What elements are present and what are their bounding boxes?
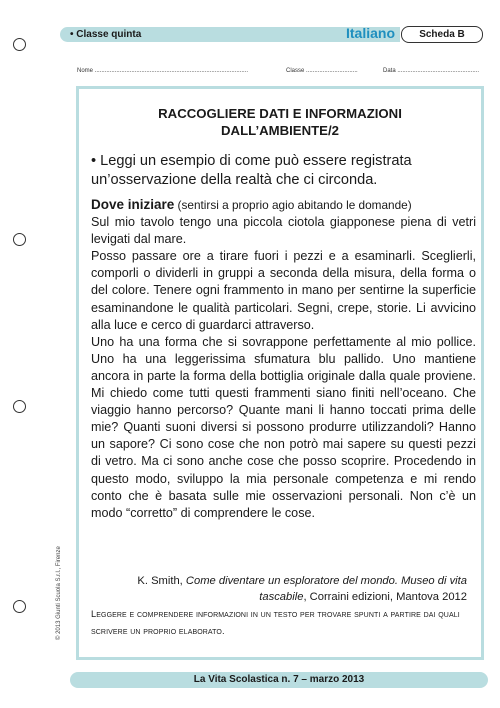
footer-publication: La Vita Scolastica n. 7 – marzo 2013	[70, 672, 488, 688]
title-line-1: RACCOGLIERE DATI E INFORMAZIONI	[158, 106, 402, 121]
binder-hole-upper-middle	[13, 233, 26, 246]
binder-hole-lower-middle	[13, 400, 26, 413]
instruction-text: • Leggi un esempio di come può essere registrata un’osservazione della realtà che ci circonda.	[91, 153, 412, 188]
binder-hole-bottom	[13, 600, 26, 613]
subject-label: Italiano	[346, 25, 396, 41]
learning-objective: Leggere e comprendere informazioni in un testo per trovare spunti a partire dai quali scrivere un proprio elaborato.	[91, 609, 460, 636]
reading-passage	[91, 196, 476, 522]
source-credit	[91, 573, 467, 605]
class-label: • Classe quinta	[70, 29, 142, 40]
title-line-2: DALL’AMBIENTE/2	[221, 123, 339, 138]
credit-author: K. Smith,	[137, 575, 186, 587]
passage-paragraph: Sul mio tavolo tengo una piccola ciotola giapponese piena di vetri levigati dal mare.	[91, 215, 476, 247]
worksheet-card	[76, 86, 484, 660]
binder-hole-top	[13, 38, 26, 51]
date-field[interactable]: Data .................................................	[383, 68, 480, 74]
passage-heading-line	[91, 196, 476, 214]
name-field[interactable]: Nome ............................................................................................	[77, 68, 249, 74]
passage-paragraph: Uno ha una forma che si sovrappone perfettamente al mio pollice. Uno ha una leggerissima sfumatura blu pallido. Uno mantiene ancora in parte la forma della bottiglia originale dalla quale proviene. Mi chiedo come tutti questi frammenti siano finiti nell’oceano. Che viaggio hanno percorso? Quante mani li hanno toccati prima delle mie? Quanti suoni diversi si possono produrre utilizzandoli? Hanno un sapore? Ci sono cose che non potrò mai sapere su questi pezzi di vetro. Ma ci sono anche cose che posso scoprire. Procedendo in questo modo, sviluppo la mia personale competenza e mi rendo conto che è basata sulle mie osservazioni personali. Non c’è un modo “corretto” di comprendere le cose.	[91, 334, 476, 520]
student-fields	[77, 66, 487, 76]
passage-heading-note: (sentirsi a proprio agio abitando le domande)	[174, 198, 412, 212]
class-field[interactable]: Classe ...............................	[286, 68, 358, 74]
credit-title: Come diventare un esploratore del mondo. Museo di vita tascabile	[185, 575, 467, 603]
passage-paragraph: Posso passare ore a tirare fuori i pezzi e a esaminarli. Sceglierli, comporli o dividerli in gruppi a seconda della misura, della forma o del colore. Tenere ogni frammento in mano per sentirne la superficie esaminandone le qualità particolari. Segni, crepe, storie. Li avvicino alla luce e cerco di guardarci attraverso.	[91, 249, 476, 332]
credit-publisher: , Corraini edizioni, Mantova 2012	[303, 591, 467, 603]
passage-heading: Dove iniziare	[91, 197, 175, 212]
copyright-notice: © 2013 Giunti Scuola S.r.l., Firenze	[56, 546, 62, 640]
sheet-badge: Scheda B	[401, 26, 483, 43]
worksheet-title	[79, 105, 481, 139]
